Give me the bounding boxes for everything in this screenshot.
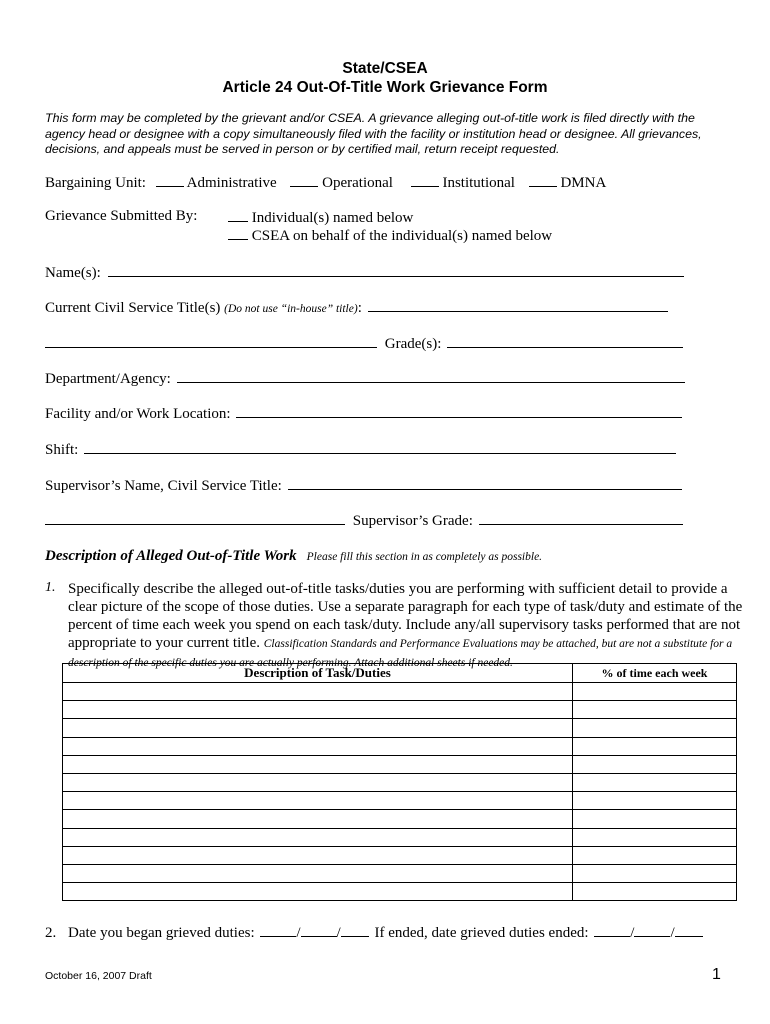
bargaining-unit-row: [45, 173, 606, 192]
ended-year-input[interactable]: [675, 923, 703, 937]
percent-time-cell[interactable]: [573, 773, 737, 791]
task-description-cell[interactable]: [63, 792, 573, 810]
began-year-input[interactable]: [341, 923, 369, 937]
item2-number: 2.: [45, 925, 57, 941]
names-row: [45, 263, 684, 282]
shift-label: Shift:: [45, 442, 79, 458]
task-description-cell[interactable]: [63, 701, 573, 719]
supervisor-grade-label: Supervisor’s Grade:: [352, 513, 473, 529]
percent-time-header: % of time each week: [573, 664, 737, 683]
bargaining-oper-blank[interactable]: [290, 173, 318, 187]
department-input[interactable]: [177, 369, 685, 383]
names-label: Name(s):: [45, 265, 101, 281]
task-description-cell[interactable]: [63, 864, 573, 882]
description-heading-row: [45, 547, 542, 565]
table-row: [63, 773, 737, 791]
grade-row: [45, 334, 683, 353]
table-row: [63, 864, 737, 882]
civil-title-note: (Do not use “in-house” title): [224, 303, 358, 315]
bargaining-admin-blank[interactable]: [156, 173, 184, 187]
supervisor-input-2[interactable]: [45, 511, 345, 525]
ended-month-input[interactable]: [594, 923, 630, 937]
task-description-cell[interactable]: [63, 719, 573, 737]
table-row: [63, 883, 737, 901]
description-heading: Description of Alleged Out-of-Title Work: [45, 548, 297, 564]
bargaining-option-oper: Operational: [322, 175, 393, 191]
submitted-individual-blank[interactable]: [228, 208, 248, 222]
percent-time-cell[interactable]: [573, 883, 737, 901]
table-row: [63, 828, 737, 846]
bargaining-option-admin: Administrative: [186, 175, 277, 191]
grade-label: Grade(s):: [384, 336, 442, 352]
item1-paragraph: [68, 580, 748, 672]
supervisor-row: [45, 476, 682, 495]
percent-time-cell[interactable]: [573, 737, 737, 755]
percent-time-cell[interactable]: [573, 846, 737, 864]
department-label: Department/Agency:: [45, 371, 171, 387]
table-row: [63, 792, 737, 810]
task-description-cell[interactable]: [63, 683, 573, 701]
task-description-cell[interactable]: [63, 810, 573, 828]
description-heading-note: Please fill this section in as completely as possible.: [306, 551, 543, 563]
facility-label: Facility and/or Work Location:: [45, 406, 231, 422]
percent-time-cell[interactable]: [573, 701, 737, 719]
supervisor-label: Supervisor’s Name, Civil Service Title:: [45, 478, 282, 494]
task-description-cell[interactable]: [63, 883, 573, 901]
percent-time-cell[interactable]: [573, 755, 737, 773]
supervisor-input[interactable]: [288, 476, 682, 490]
table-row: [63, 810, 737, 828]
civil-title-input[interactable]: [368, 298, 668, 312]
ended-day-input[interactable]: [634, 923, 670, 937]
table-row: [63, 701, 737, 719]
department-row: [45, 369, 685, 388]
intro-text: This form may be completed by the grievant and/or CSEA. A grievance alleging out-of-title work is filed directly with the agency head or designee with a copy simultaneously filed with the facility or institution head or designee. All grievances, decisions, and appeals must be served in person or by certified mail, return receipt requested.: [45, 111, 702, 156]
page-number: 1: [712, 966, 721, 983]
form-title: State/CSEA: [342, 60, 428, 77]
shift-input[interactable]: [84, 440, 676, 454]
supervisor-grade-input[interactable]: [479, 511, 683, 525]
percent-time-cell[interactable]: [573, 864, 737, 882]
tasks-table: [62, 663, 737, 901]
grade-input[interactable]: [447, 334, 683, 348]
tasks-table-header: [63, 664, 737, 683]
table-row: [63, 737, 737, 755]
submitted-by-individual: Individual(s) named below: [228, 208, 413, 227]
task-description-cell[interactable]: [63, 737, 573, 755]
percent-time-cell[interactable]: [573, 683, 737, 701]
began-day-input[interactable]: [301, 923, 337, 937]
task-description-cell[interactable]: [63, 828, 573, 846]
item2-began-label: Date you began grieved duties:: [68, 925, 255, 941]
table-row: [63, 719, 737, 737]
names-input[interactable]: [108, 263, 684, 277]
table-row: [63, 683, 737, 701]
bargaining-unit-label: Bargaining Unit:: [45, 175, 146, 191]
shift-row: [45, 440, 676, 459]
table-row: [63, 846, 737, 864]
facility-row: [45, 404, 682, 423]
percent-time-cell[interactable]: [573, 792, 737, 810]
form-subtitle: Article 24 Out-Of-Title Work Grievance Form: [222, 79, 548, 96]
percent-time-cell[interactable]: [573, 810, 737, 828]
bargaining-option-inst: Institutional: [442, 175, 515, 191]
task-description-header: Description of Task/Duties: [63, 664, 573, 683]
footer-draft: October 16, 2007 Draft: [45, 970, 152, 982]
item1-text: Specifically describe the alleged out-of-title tasks/duties you are performing with sufficient detail to provide a clear picture of the scope of those duties. Use a separate paragraph for each type of task/duty and estimate of the percent of time each week you spend on each task/duty. Include any/all supervisory tasks performed that are not appropriate to your current title.: [68, 581, 743, 651]
table-row: [63, 755, 737, 773]
percent-time-cell[interactable]: [573, 828, 737, 846]
item1-note: Classification Standards and Performance Evaluations may be attached, but are not a substitute for a description of the specific duties you are actually performing. Attach additional sheets if needed.: [68, 638, 733, 669]
bargaining-option-dmna: DMNA: [560, 175, 607, 191]
item2-ended-label: If ended, date grieved duties ended:: [374, 925, 589, 941]
task-description-cell[interactable]: [63, 755, 573, 773]
task-description-cell[interactable]: [63, 773, 573, 791]
task-description-cell[interactable]: [63, 846, 573, 864]
submitted-by-label: Grievance Submitted By:: [45, 208, 198, 224]
facility-input[interactable]: [236, 404, 682, 418]
bargaining-dmna-blank[interactable]: [529, 173, 557, 187]
civil-title-label: Current Civil Service Title(s): [45, 300, 221, 316]
began-month-input[interactable]: [260, 923, 296, 937]
submitted-by-csea: CSEA on behalf of the individual(s) named below: [228, 226, 552, 245]
item2-row: 2. Date you began grieved duties: / / If ended, date grieved duties ended: / /: [45, 923, 703, 942]
item1-number: 1.: [45, 580, 56, 595]
bargaining-inst-blank[interactable]: [411, 173, 439, 187]
supervisor-grade-row: [45, 511, 683, 530]
civil-title-input-2[interactable]: [45, 334, 377, 348]
civil-title-row: Current Civil Service Title(s) (Do not use “in-house” title):: [45, 298, 668, 317]
submitted-csea-blank[interactable]: [228, 226, 248, 240]
percent-time-cell[interactable]: [573, 719, 737, 737]
